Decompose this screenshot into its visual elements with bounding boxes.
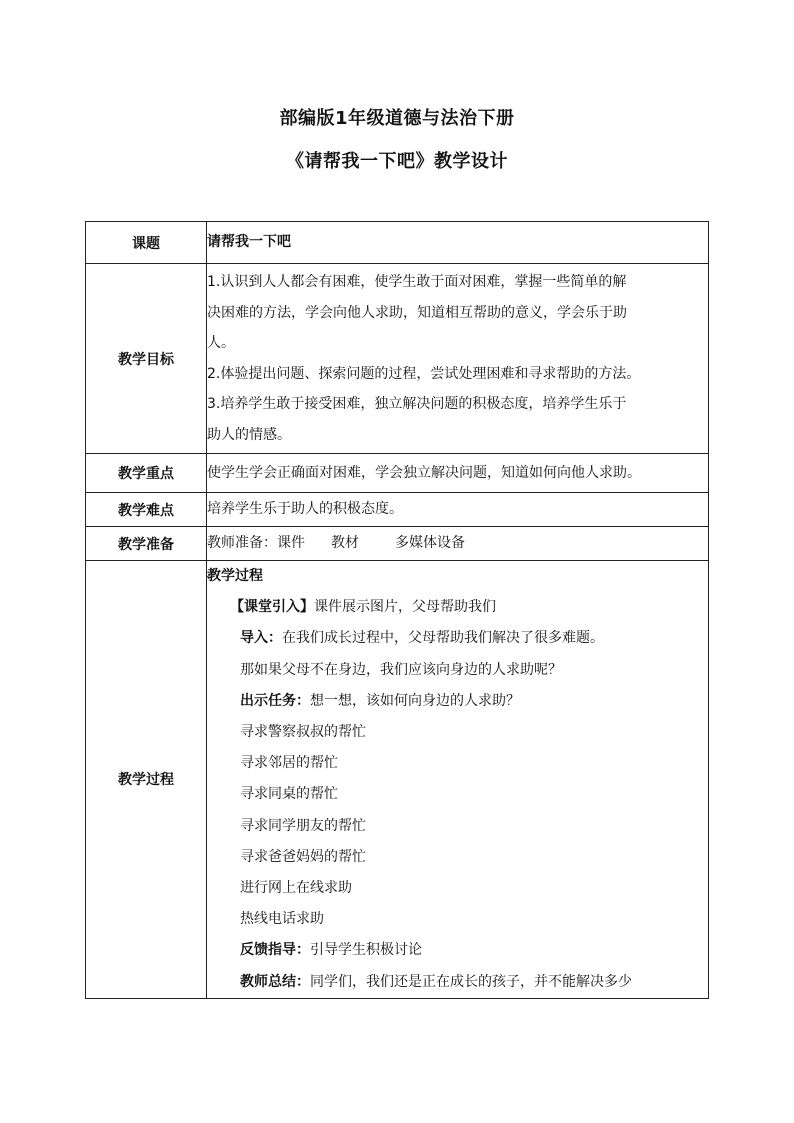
preparation-item-textbook: 教材 [331, 535, 359, 552]
feedback-bold: 反馈指导： [240, 942, 310, 959]
table-row-process [86, 561, 709, 999]
preparation-item-multimedia: 多媒体设备 [395, 535, 465, 552]
process-question: 那如果父母不在身边，我们应该向身边的人求助呢？ [240, 661, 562, 678]
objective-line: 3.培养学生敢于接受困难，独立解决问题的积极态度，培养学生乐于 [207, 396, 627, 412]
document-subtitle: 《请帮我一下吧》教学设计 [286, 151, 508, 172]
task-bold: 出示任务： [240, 692, 310, 709]
objective-line: 人。 [207, 335, 235, 351]
process-heading: 教学过程 [207, 568, 263, 584]
help-item: 寻求爸爸妈妈的帮忙 [240, 848, 366, 865]
preparation-label: 教学准备 [86, 527, 207, 561]
objective-line: 助人的情感。 [207, 426, 291, 443]
help-item: 寻求同桌的帮忙 [240, 786, 338, 803]
intro-text: 课件展示图片，父母帮助我们 [314, 599, 496, 616]
topic-label: 课题 [86, 222, 207, 264]
objective-line: 决困难的方法，学会向他人求助，知道相互帮助的意义，学会乐于助 [207, 304, 627, 321]
preparation-value [207, 527, 709, 561]
help-item: 寻求警察叔叔的帮忙 [240, 724, 366, 741]
lesson-plan-table [85, 221, 709, 999]
process-intro [207, 592, 708, 623]
process-task [207, 686, 708, 717]
table-row-topic [86, 222, 709, 264]
lead-bold: 导入： [240, 630, 282, 647]
help-item: 进行网上在线求助 [240, 880, 352, 897]
objectives-content [207, 264, 709, 454]
process-content [207, 561, 709, 999]
lead-text: 在我们成长过程中，父母帮助我们解决了很多难题。 [282, 630, 604, 647]
table-row-difficulties [86, 493, 709, 527]
process-feedback [207, 935, 708, 966]
table-row-key-points [86, 454, 709, 493]
process-summary [207, 967, 708, 998]
difficulties-label: 教学难点 [86, 493, 207, 527]
objectives-label: 教学目标 [86, 264, 207, 454]
document-title: 部编版1年级道德与法治下册 [279, 108, 515, 129]
help-item: 寻求邻居的帮忙 [240, 755, 338, 772]
process-lead [207, 623, 708, 654]
topic-value: 请帮我一下吧 [207, 222, 709, 264]
help-item: 热线电话求助 [240, 911, 324, 928]
table-row-objectives [86, 264, 709, 454]
help-item: 寻求同学朋友的帮忙 [240, 817, 366, 834]
table-row-preparation [86, 527, 709, 561]
process-label: 教学过程 [86, 561, 207, 999]
feedback-text: 引导学生积极讨论 [310, 942, 422, 959]
intro-bold: 【课堂引入】 [230, 599, 314, 616]
key-points-label: 教学重点 [86, 454, 207, 493]
objective-line: 2.体验提出问题、探索问题的过程，尝试处理困难和寻求帮助的方法。 [207, 365, 641, 382]
task-text: 想一想，该如何向身边的人求助？ [310, 692, 520, 709]
summary-bold: 教师总结： [240, 973, 310, 990]
difficulties-value: 培养学生乐于助人的积极态度。 [207, 493, 709, 527]
objective-line: 1.认识到人人都会有困难，使学生敢于面对困难，掌握一些简单的解 [207, 274, 627, 290]
key-points-value: 使学生学会正确面对困难，学会独立解决问题，知道如何向他人求助。 [207, 454, 709, 493]
preparation-prefix: 教师准备：课件 [207, 535, 305, 552]
summary-text: 同学们，我们还是正在成长的孩子，并不能解决多少 [310, 973, 632, 990]
